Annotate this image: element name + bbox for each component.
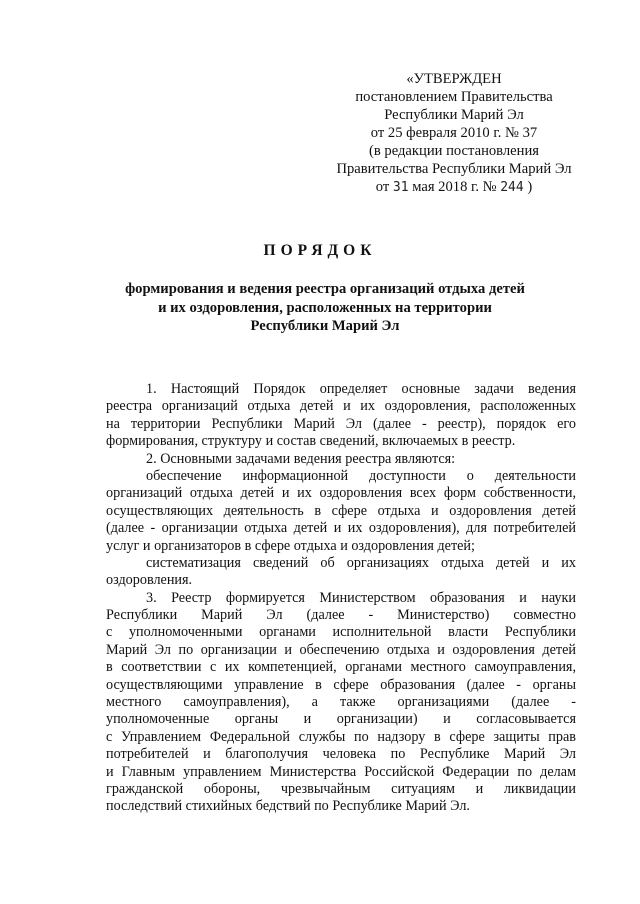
paragraph-3-line: с уполномоченными органами исполнительной власти Республики xyxy=(106,624,576,641)
handwritten-number: 244 xyxy=(500,180,524,195)
paragraph-2b-line: оздоровления. xyxy=(106,572,193,589)
approval-line: «УТВЕРЖДЕН xyxy=(406,71,502,87)
paragraph-3-line: с Управлением Федеральной службы по надзору в сфере защиты прав xyxy=(106,728,576,745)
paragraph-1-line: формирования, структуру и состав сведений, включаемых в реестр. xyxy=(106,433,516,450)
handwritten-day: 31 xyxy=(392,180,409,195)
subtitle-line: Республики Марий Эл xyxy=(250,318,400,334)
paragraph-3-line: осуществляющими управление в сфере образования (далее - органы xyxy=(106,676,576,693)
paragraph-3-line: и Главным управлением Министерства Российской Федерации по делам xyxy=(106,763,576,780)
paragraph-1-line: реестра организаций отдыха детей и их оздоровления, расположенных xyxy=(106,398,576,415)
paragraph-2b-line: систематизация сведений об организациях отдыха детей и их xyxy=(146,554,576,571)
approval-line: постановлением Правительства xyxy=(355,89,553,105)
approval-line: Республики Марий Эл xyxy=(384,107,524,123)
paragraph-3-line: гражданской обороны, чрезвычайным ситуациям и ликвидации xyxy=(106,780,576,797)
paragraph-3-line: Республики Марий Эл (далее - Министерство) совместно xyxy=(106,607,576,624)
document-title: ПОРЯДОК xyxy=(263,242,377,259)
approval-date-mid: мая 2018 г. № xyxy=(412,179,497,195)
paragraph-2a-line: осуществляющих деятельность в сфере отдыха и оздоровления детей xyxy=(106,502,576,519)
paragraph-3-line: местного самоуправления), а также организациями (далее - xyxy=(106,694,576,711)
paragraph-3-line: 3. Реестр формируется Министерством образования и науки xyxy=(146,589,576,606)
paragraph-1-line: 1. Настоящий Порядок определяет основные задачи ведения xyxy=(146,381,576,397)
approval-line: (в редакции постановления xyxy=(369,143,539,159)
paragraph-3-line: в соответствии с их компетенцией, органами местного самоуправления, xyxy=(106,659,576,676)
paragraph-3-line: Марий Эл по организации и обеспечению отдыха и оздоровления детей xyxy=(106,641,576,658)
approval-line: от 25 февраля 2010 г. № 37 xyxy=(370,125,538,141)
approval-date-line xyxy=(320,178,588,197)
paragraph-3-line: потребителей и благополучия человека по Республике Марий Эл xyxy=(106,746,576,763)
paragraph-2a-line: (далее - организации отдыха детей и их оздоровления), для потребителей xyxy=(106,520,576,537)
approval-date-suffix: ) xyxy=(527,179,533,195)
paragraph-3-line: последствий стихийных бедствий по Республике Марий Эл. xyxy=(106,798,470,815)
paragraph-3-line: уполномоченные органы и организации) и согласовывается xyxy=(106,711,576,728)
document-body xyxy=(106,381,576,816)
approval-line: Правительства Республики Марий Эл xyxy=(336,161,572,177)
paragraph-2a-line: услуг и организаторов в сфере отдыха и оздоровления детей; xyxy=(106,537,475,554)
paragraph-2a-line: обеспечение информационной доступности о деятельности xyxy=(146,467,576,484)
paragraph-2-line: 2. Основными задачами ведения реестра являются: xyxy=(146,450,456,467)
subtitle-line: формирования и ведения реестра организаций отдыха детей xyxy=(125,281,525,297)
paragraph-1-line: на территории Республики Марий Эл (далее - реестр), порядок его xyxy=(106,415,576,432)
approval-date-prefix: от xyxy=(375,179,390,195)
subtitle-line: и их оздоровления, расположенных на территории xyxy=(158,299,492,316)
paragraph-2a-line: организаций отдыха детей и их оздоровления всех форм собственности, xyxy=(106,485,576,502)
document-subtitle xyxy=(100,280,550,336)
approval-block xyxy=(320,70,588,197)
